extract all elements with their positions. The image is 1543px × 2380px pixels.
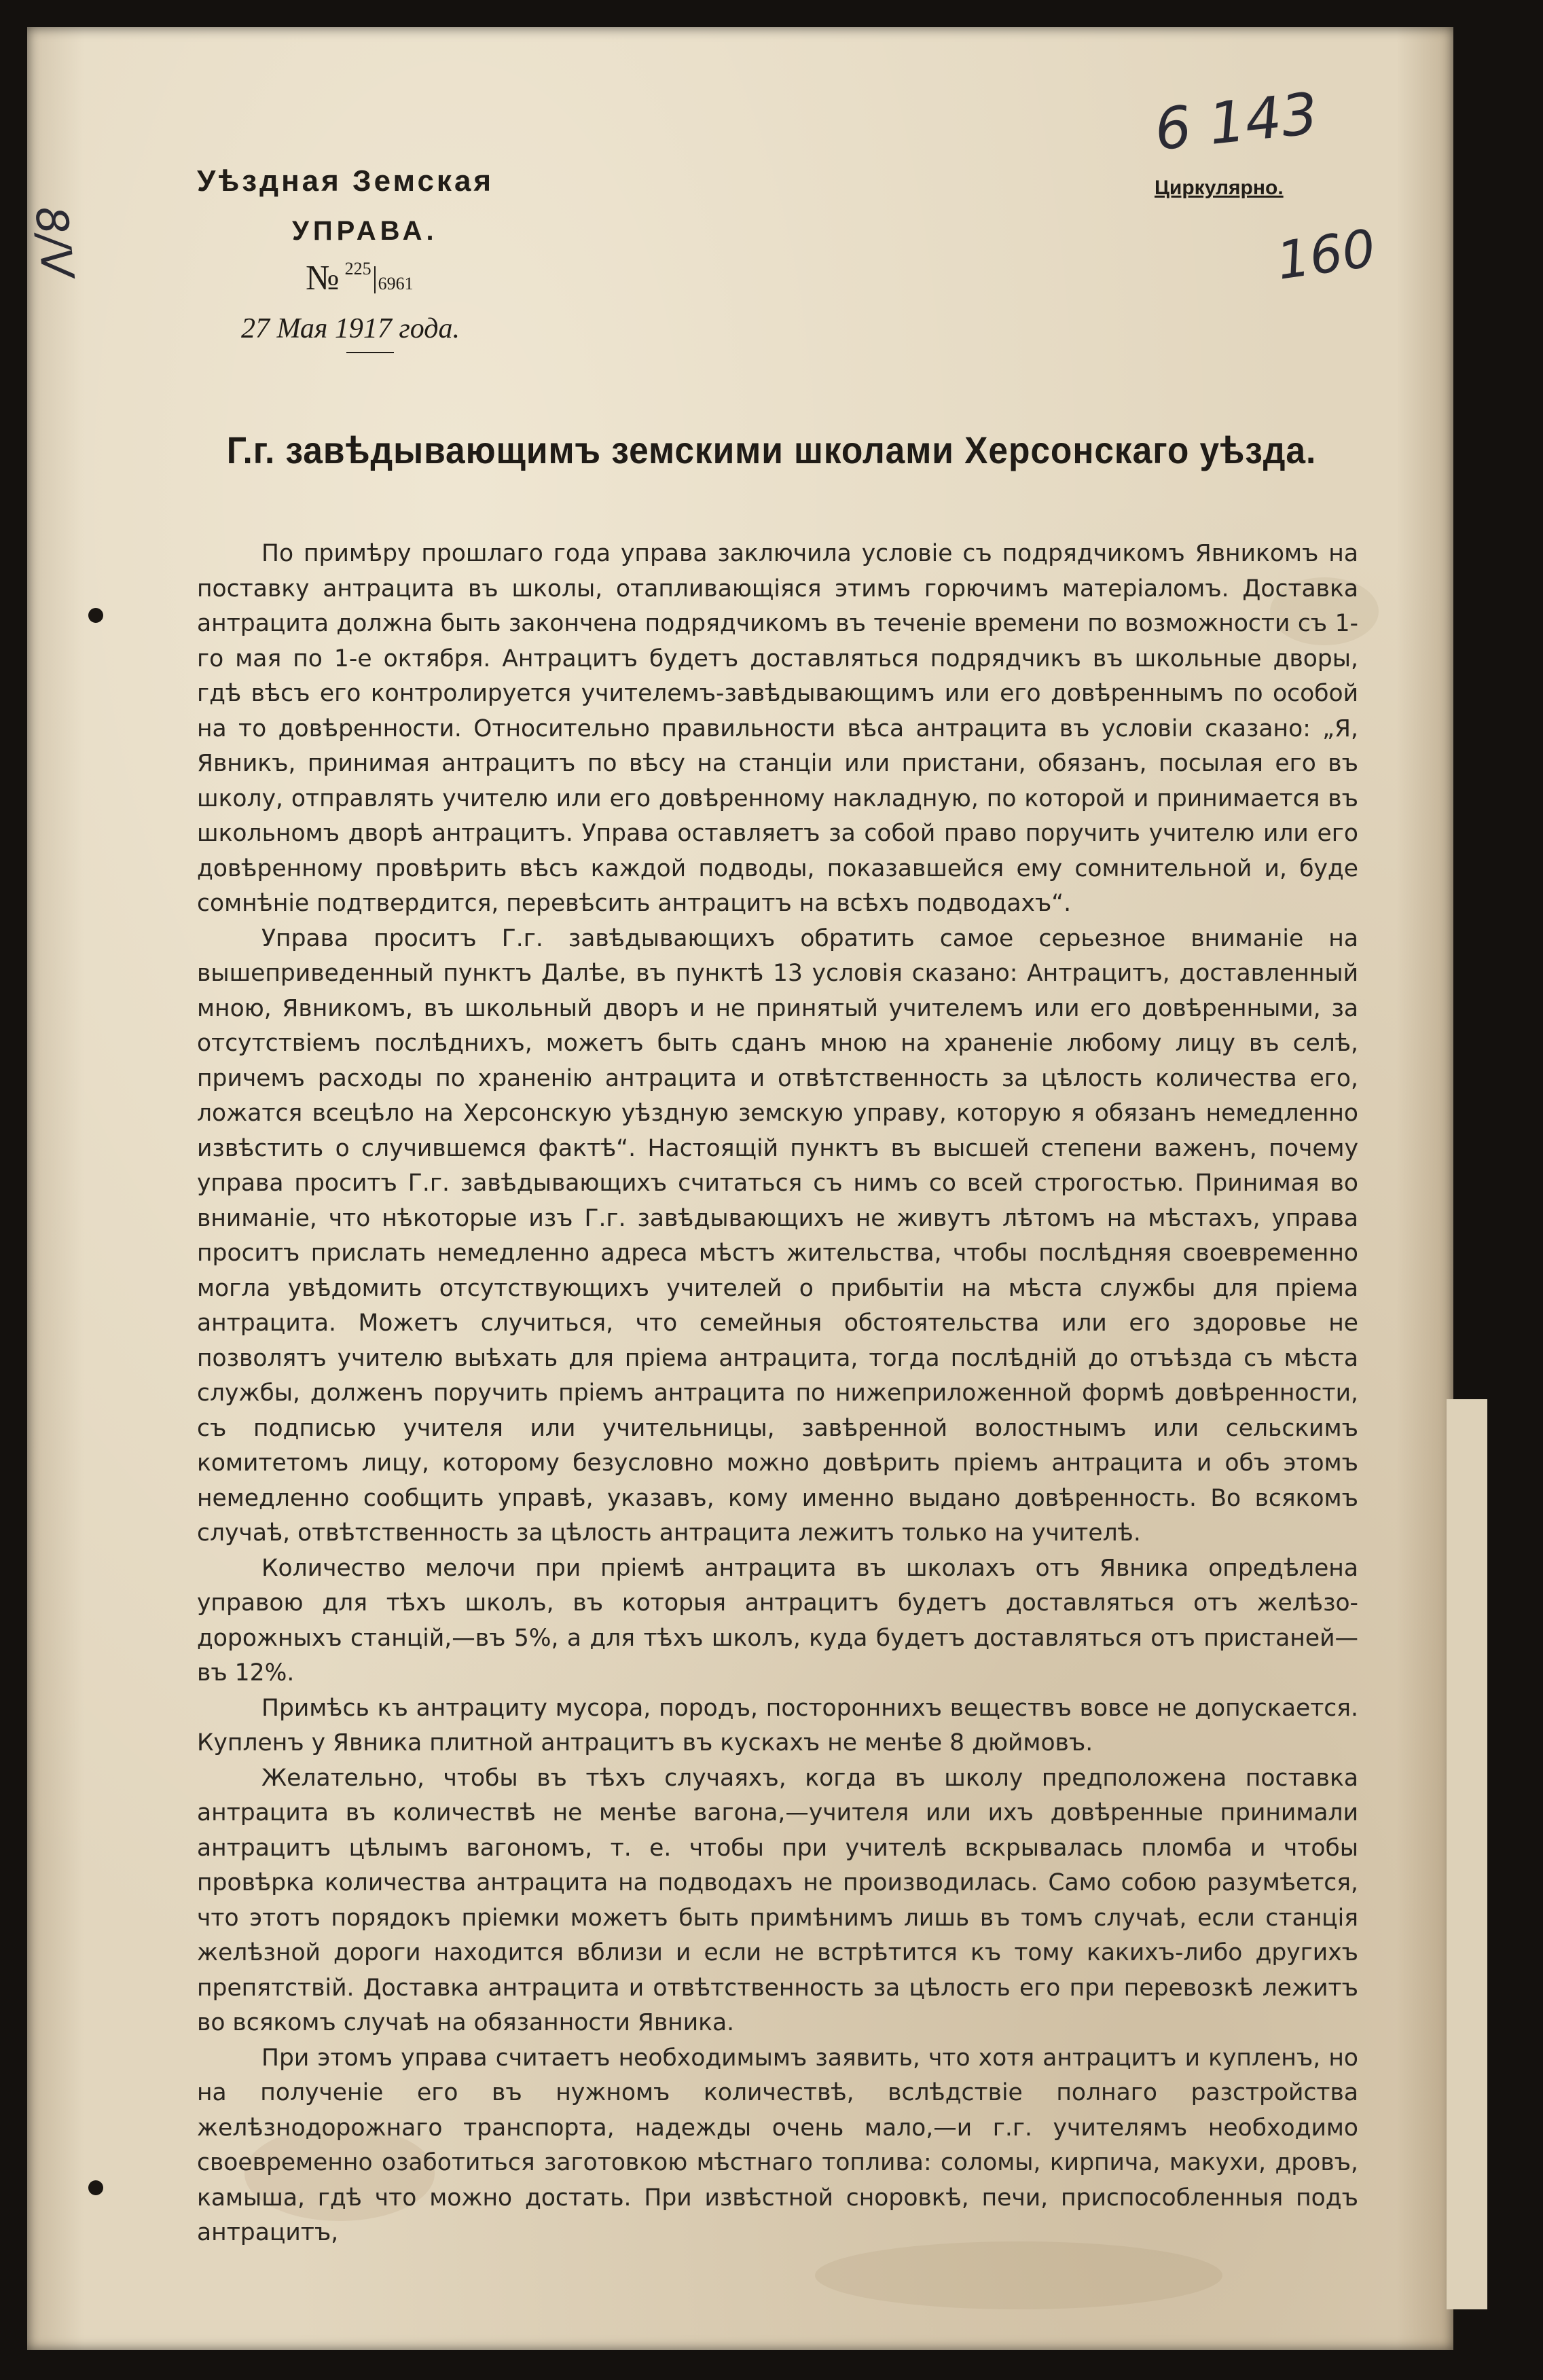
punch-hole: [88, 2180, 103, 2195]
document-body: [197, 537, 1358, 2251]
issuer-name: Уѣздная Земская: [197, 164, 494, 198]
document-date: 27 Мая 1917 года.: [241, 313, 460, 344]
paragraph: Управа проситъ Г.г. завѣдывающихъ обратить самое серьезное вниманіе на вышеприведенный пунктъ Далѣе, въ пунктѣ 13 условія сказано: Антрацитъ, доставленный мною, Явникомъ, въ школьный дворъ и не принятый учителемъ или его довѣренными, за отсутствіемъ послѣднихъ, можетъ быть сданъ мною на храненіе любому лицу въ селѣ, причемъ расходы по храненію антрацита и отвѣтственность за цѣлость количества его, ложатся всецѣло на Херсонскую уѣздную земскую управу, которую я обязанъ немедленно извѣстить о случившемся фактѣ“. Настоящій пунктъ въ высшей степени важенъ, почему управа проситъ Г.г. завѣдывающихъ считаться съ нимъ со всей строгостью. Принимая во вниманіе, что нѣкоторые изъ Г.г. завѣдывающихъ не живутъ лѣтомъ на мѣстахъ, управа проситъ прислать немедленно адреса мѣстъ жительства, чтобы послѣдняя своевременно могла увѣдомить отсутствующихъ учителей о прибытіи на мѣста службы для пріема антрацита. Можетъ случиться, что семейныя обстоятельства или его здоровье не позволятъ учителю выѣхать для пріема антрацита, тогда послѣдній до отъѣзда съ мѣста службы, долженъ поручить пріемъ антрацита по нижеприложенной формѣ довѣренности, съ подписью учителя или учительницы, завѣренной волостнымъ или сельскимъ комитетомъ лицу, которому безусловно можно довѣрить пріемъ антрацита и объ этомъ немедленно сообщить управѣ, указавъ, кому именно выдано довѣренность. Во всякомъ случаѣ, отвѣтственность за цѣлость антрацита лежитъ только на учителѣ.: [197, 924, 1358, 1547]
number-separator: [374, 266, 376, 293]
paragraph: При этомъ управа считаетъ необходимымъ заявить, что хотя антрацитъ и купленъ, но на полученіе его въ нужномъ количествѣ, вслѣдствіе полнаго разстройства желѣзнодорожнаго транспорта, надежды очень мало,—и г.г. учителямъ необходимо своевременно озаботиться заготовкою мѣстнаго топлива: соломы, кирпича, макухи, дровъ, камыша, гдѣ что можно достать. При извѣстной сноровкѣ, печи, приспособленныя подъ антрацитъ,: [197, 2044, 1358, 2246]
paragraph: Примѣсь къ антрациту мусора, породъ, постороннихъ веществъ вовсе не допускается. Купленъ у Явника плитной антрацитъ въ кускахъ не менѣе 8 дюймовъ.: [197, 1694, 1358, 1756]
header-rule: [346, 352, 394, 353]
document-title: Г.г. завѣдывающимъ земскими школами Херсонскаго уѣзда.: [226, 429, 1317, 471]
paragraph: По примѣру прошлаго года управа заключила условіе съ подрядчикомъ Явникомъ на поставку антрацита въ школы, отапливающіяся этимъ горючимъ матеріаломъ. Доставка антрацита должна быть закончена подрядчикомъ въ теченіе времени по возможности съ 1-го мая по 1-е октября. Антрацитъ будетъ доставляться подрядчикъ въ школьные дворы, гдѣ вѣсъ его контролируется учителемъ-завѣдывающимъ или его довѣреннымъ по особой на то довѣренности. Относительно правильности вѣса антрацита въ условіи сказано: „Я, Явникъ, принимая антрацитъ по вѣсу на станціи или пристани, обязанъ, посылая его въ школу, отправлять учителю или его довѣренному накладную, по которой и принимается въ школьномъ дворѣ антрацитъ. Управа оставляетъ за собой право поручить учителю или его довѣренному провѣрить вѣсъ каждой подводы, показавшейся ему сомнительной и, буде сомнѣніе подтвердится, перевѣсить антрацитъ на всѣхъ подводахъ“.: [197, 540, 1358, 917]
stain-spot: [815, 2241, 1222, 2309]
number-top: 225: [344, 259, 371, 278]
issuer-office: УПРАВА.: [292, 216, 438, 246]
handwritten-margin-note: 8/V: [24, 204, 83, 281]
paragraph: Количество мелочи при пріемѣ антрацита въ школахъ отъ Явника опредѣлена управою для тѣхъ школъ, въ которыя антрацитъ будетъ доставляться отъ желѣзо-дорожныхъ станцій,—въ 5%, а для тѣхъ школъ, куда будетъ доставляться отъ пристаней—въ 12%.: [197, 1554, 1358, 1687]
handwritten-number: 6 143: [1151, 79, 1321, 164]
handwritten-number: 160: [1273, 217, 1379, 291]
number-sign: №: [306, 259, 340, 298]
circular-stamp: Циркулярно.: [1155, 177, 1284, 199]
document-number: [306, 258, 414, 298]
punch-hole: [88, 608, 103, 623]
paragraph: Желательно, чтобы въ тѣхъ случаяхъ, когда въ школу предположена поставка антрацита въ количествѣ не менѣе вагона,—учителя или ихъ довѣренные принимали антрацитъ цѣлымъ вагономъ, т. е. чтобы при учителѣ вскрывалась пломба и чтобы провѣрка количества антрацита на подводахъ не производилась. Само собою разумѣется, что этотъ порядокъ пріемки можетъ быть примѣнимъ лишь въ томъ случаѣ, если станція желѣзной дороги находится вблизи и если не встрѣтится къ тому какихъ-либо другихъ препятствій. Доставка антрацита и отвѣтственность за цѣлость его при перевозкѣ лежитъ во всякомъ случаѣ на обязанности Явника.: [197, 1764, 1358, 2036]
number-bottom: 6961: [378, 274, 414, 293]
